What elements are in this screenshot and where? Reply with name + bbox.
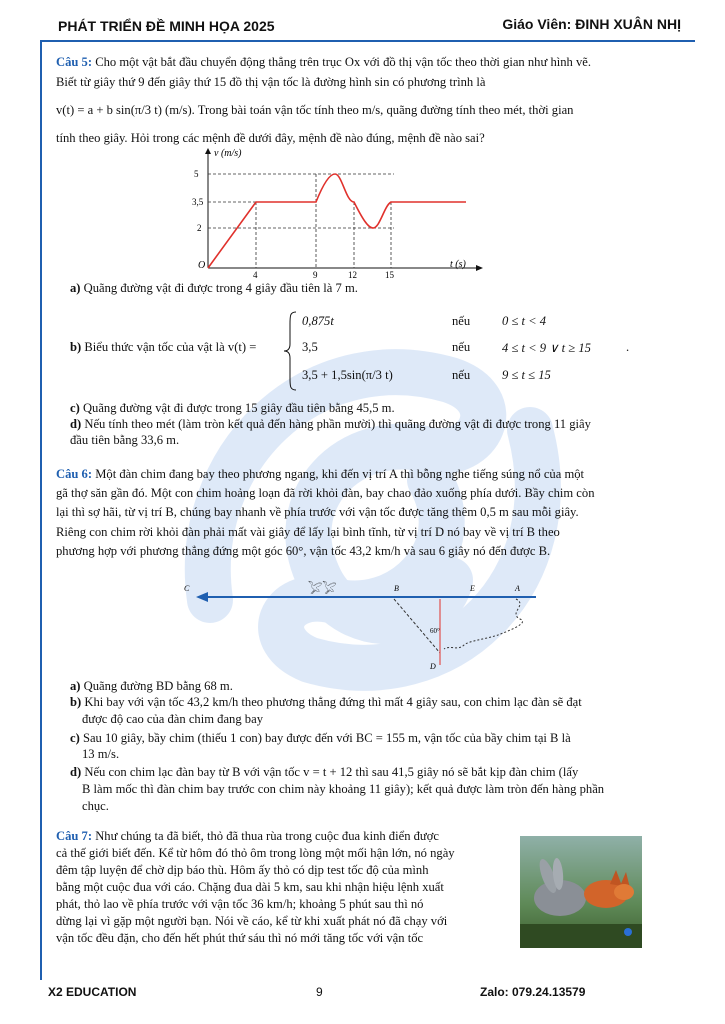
path-bd xyxy=(394,599,440,653)
q7-line-5: phát, thỏ lao về phía trước với vận tốc 36 km/h; khoảng 5 phút sau thì nó xyxy=(56,897,424,911)
q5-intro-1: Cho một vật bắt đầu chuyển động thẳng trên trục Ox với đồ thị vận tốc theo thời gian như hình vẽ. xyxy=(95,55,592,69)
x-tick-15: 15 xyxy=(385,270,394,280)
q7-line-4: bằng một cuộc đua với cáo. Chặng đua dài 5 km, sau khi nhận hiệu lệnh xuất xyxy=(56,880,444,894)
x-tick-4: 4 xyxy=(253,270,258,280)
page-number: 9 xyxy=(316,985,323,999)
origin-label: O xyxy=(198,260,206,271)
footer-brand: X2 EDUCATION xyxy=(48,985,137,999)
q5-intro-4: tính theo giây. Hỏi trong các mệnh đề dưới đây, mệnh đề nào đúng, mệnh đề nào sai? xyxy=(56,131,485,145)
q5-b-text: Biểu thức vận tốc của vật là v(t) = xyxy=(84,340,257,354)
q5-option-d-1: d) Nếu tính theo mét (làm tròn kết quả đến hàng phần mười) thì quãng đường vật đi được trong 11 giây xyxy=(70,417,591,431)
point-a: A xyxy=(515,584,520,593)
pw-cond-2: 4 ≤ t < 9 ∨ t ≥ 15 xyxy=(502,341,591,355)
point-b: B xyxy=(394,584,399,593)
header-rule xyxy=(40,40,695,42)
q5-option-d-2: đầu tiên bằng 33,6 m. xyxy=(70,433,180,447)
q5-option-b xyxy=(70,310,670,392)
velocity-curve xyxy=(208,174,466,268)
bird-flock-icon: 𓅯𓅯 xyxy=(308,582,337,596)
q6-option-c-1: c) Sau 10 giây, bầy chim (thiếu 1 con) bay được đến với BC = 155 m, vận tốc của bầy chim tại B là xyxy=(70,731,571,745)
q5-b-label: b) xyxy=(70,340,82,354)
x-tick-9: 9 xyxy=(313,270,318,280)
velocity-graph xyxy=(194,148,484,278)
q5-intro-3: v(t) = a + b sin(π/3 t) (m/s). Trong bài toán vận tốc tính theo m/s, quãng đường tính theo mét, thời gian xyxy=(56,103,574,117)
pw-word-2: nếu xyxy=(452,340,471,354)
q7-line-1: Như chúng ta đã biết, thỏ đã thua rùa trong cuộc đua kinh điển được xyxy=(95,829,440,843)
q7-label: Câu 7: xyxy=(56,829,93,843)
brace-icon xyxy=(282,310,298,392)
fall-path xyxy=(444,599,523,649)
q6-intro-1: Câu 6: Một đàn chim đang bay theo phương ngang, khi đến vị trí A thì bỗng nghe tiếng súng nổ của một xyxy=(56,467,585,481)
q6-option-c-2: 13 m/s. xyxy=(82,747,120,761)
q6-intro-5: phương hợp với phương thẳng đứng một góc 60°, vận tốc 43,2 km/h và sau 6 giây nó đến được B. xyxy=(56,544,551,558)
angle-label: 60° xyxy=(430,627,440,635)
y-tick-3-5: 3,5 xyxy=(192,197,204,207)
pw-end: . xyxy=(626,340,630,354)
q6-intro-4: Riêng con chim rời khỏi đàn phải mất vài giây để lấy lại bình tĩnh, từ vị trí D nó bay về vị trí B theo xyxy=(56,525,560,539)
q5-option-a: a) Quãng đường vật đi được trong 4 giây đầu tiên là 7 m. xyxy=(70,281,358,295)
pw-cond-1: 0 ≤ t < 4 xyxy=(502,314,547,328)
q6-option-b-2: được độ cao của đàn chim đang bay xyxy=(82,712,263,726)
q5-intro-2: Biết từ giây thứ 9 đến giây thứ 15 đồ thị vận tốc là đường hình sin có phương trình là xyxy=(56,75,486,89)
pw-expr-3: 3,5 + 1,5sin(π/3 t) xyxy=(302,368,393,382)
q5-label: Câu 5: xyxy=(56,55,93,69)
y-axis-label: v (m/s) xyxy=(214,148,242,159)
pw-word-1: nếu xyxy=(452,314,471,328)
pw-expr-2: 3,5 xyxy=(302,340,318,354)
q6-intro-2: gã thợ săn gần đó. Một con chim hoảng loạn đã rời khỏi đàn, bay chao đảo xuống phía dưới. Bầy chim còn xyxy=(56,486,595,500)
question-7 xyxy=(56,828,508,947)
q6-option-a: a) Quãng đường BD bằng 68 m. xyxy=(70,679,233,693)
q5-option-c: c) Quãng đường vật đi được trong 15 giây đầu tiên bằng 45,5 m. xyxy=(70,401,395,415)
q7-line-7: vận tốc đều đặn, cho đến hết phút thứ sáu thì nó mới tăng tốc với vận tốc xyxy=(56,931,424,945)
y-tick-2: 2 xyxy=(197,223,202,233)
q7-line-2: cả thế giới biết đến. Kể từ hôm đó thỏ ôm trong lòng một mối hận lớn, nó ngày xyxy=(56,846,455,860)
rabbit-fox-image xyxy=(520,836,642,948)
bird-diagram xyxy=(168,575,548,675)
q6-option-d-2: B làm mốc thì đàn chim bay trước con chim này khoảng 11 giây); kết quả được làm tròn đến hàng phần xyxy=(82,782,605,796)
left-border xyxy=(40,40,42,980)
q6-option-d-3: chục. xyxy=(82,799,109,813)
x-axis-arrow-icon xyxy=(476,265,483,271)
point-d: D xyxy=(430,662,436,671)
left-arrow-icon xyxy=(196,592,208,602)
x-tick-12: 12 xyxy=(348,270,357,280)
pw-expr-1: 0,875t xyxy=(302,314,334,328)
header-title: PHÁT TRIỂN ĐỀ MINH HỌA 2025 xyxy=(58,18,275,34)
point-c: C xyxy=(184,584,190,593)
q7-line-6: dừng lại vì gặp một người bạn. Nói về cáo, kể từ khi xuất phát nó đã chạy với xyxy=(56,914,448,928)
page-header xyxy=(40,10,695,42)
pw-word-3: nếu xyxy=(452,368,471,382)
footer-zalo: Zalo: 079.24.13579 xyxy=(480,985,586,999)
y-axis-arrow-icon xyxy=(205,148,211,154)
y-tick-5: 5 xyxy=(194,169,199,179)
header-teacher: Giáo Viên: ĐINH XUÂN NHỊ xyxy=(502,16,681,32)
pw-cond-3: 9 ≤ t ≤ 15 xyxy=(502,368,551,382)
q6-intro-3: lại thì sợ hãi, từ vị trí B, chúng bay nhanh về phía trước với vận tốc được tăng thêm 0,5 m sau mỗi giây. xyxy=(56,505,579,519)
q6-option-d-1: d) Nếu con chim lạc đàn bay từ B với vận tốc v = t + 12 thì sau 41,5 giây nó sẽ bắt kịp đàn chim (lấy xyxy=(70,765,579,779)
q6-option-b-1: b) Khi bay với vận tốc 43,2 km/h theo phương thẳng đứng thì mất 4 giây sau, con chim lạc đàn sẽ đạt xyxy=(70,695,582,709)
q7-line-3: đêm tập luyện để chờ dịp báo thù. Hôm ấy thỏ có dịp test tốc độ của mình xyxy=(56,863,429,877)
x-axis-label: t (s) xyxy=(450,259,466,270)
point-e: E xyxy=(470,584,475,593)
